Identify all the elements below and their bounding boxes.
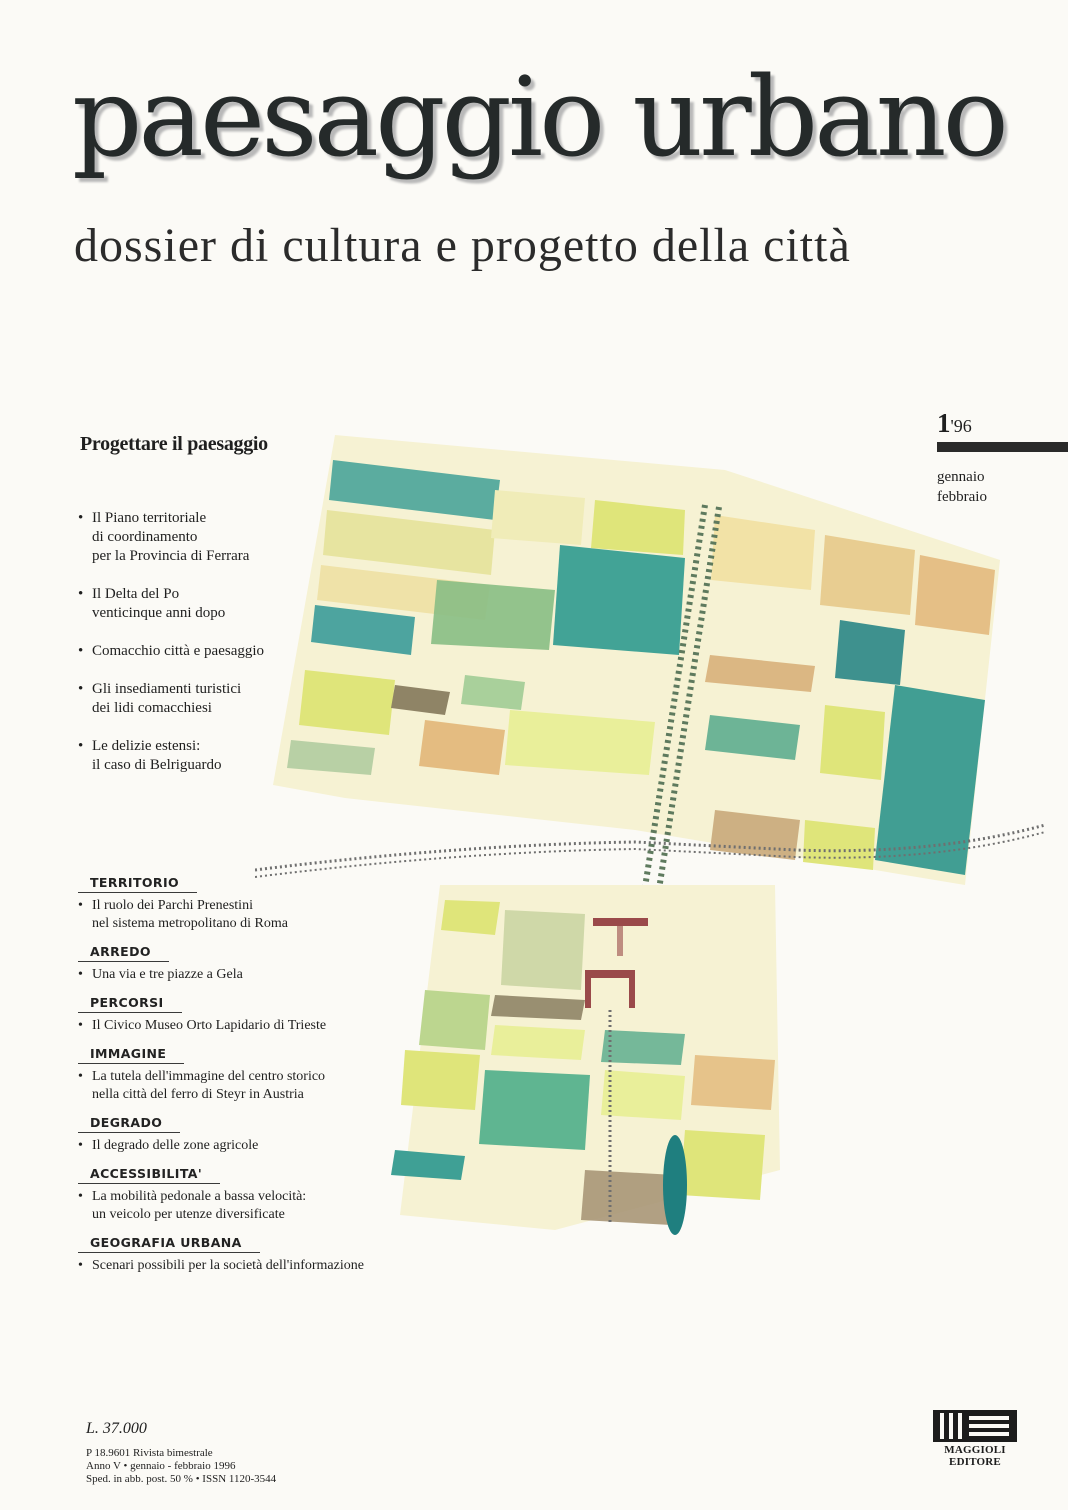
- dossier-item: • Comacchio città e paesaggio: [78, 642, 318, 661]
- dossier-item: • Gli insediamenti turistici dei lidi comacchiesi: [78, 680, 318, 718]
- section-item: • Il ruolo dei Parchi Prenestini nel sistema metropolitano di Roma: [78, 897, 408, 933]
- section-item: • Una via e tre piazze a Gela: [78, 966, 408, 984]
- section-title: PERCORSI: [78, 995, 182, 1013]
- masthead-subtitle: dossier di cultura e progetto della città: [74, 219, 851, 272]
- lower-field-block: [391, 885, 780, 1235]
- section-title: ARREDO: [78, 944, 169, 962]
- section-item: • Scenari possibili per la società dell'informazione: [78, 1257, 408, 1275]
- section-title: DEGRADO: [78, 1115, 180, 1133]
- issue-month: gennaio: [937, 469, 985, 485]
- section-title: TERRITORIO: [78, 875, 197, 893]
- upper-field-block: [273, 435, 1000, 885]
- section-item: • La mobilità pedonale a bassa velocità: un veicolo per utenze diversificate: [78, 1188, 408, 1224]
- issue-month: febbraio: [937, 489, 987, 505]
- maggioli-logo-icon: [933, 1410, 1017, 1442]
- imprint: [86, 1447, 276, 1486]
- imprint-line: Sped. in abb. post. 50 % • ISSN 1120-3544: [86, 1473, 277, 1485]
- dossier-item: • Il Delta del Po venticinque anni dopo: [78, 585, 318, 623]
- dossier-item: • Il Piano territoriale di coordinamento per la Provincia di Ferrara: [78, 509, 318, 566]
- issue-year: '96: [950, 416, 972, 436]
- section-item: • La tutela dell'immagine del centro storico nella città del ferro di Steyr in Austria: [78, 1068, 408, 1104]
- masthead-title: paesaggio urbano: [72, 53, 1005, 181]
- publisher-name: MAGGIOLI EDITORE: [944, 1444, 1006, 1468]
- field-plan-illustration: [255, 430, 1045, 1260]
- dossier-heading: Progettare il paesaggio: [80, 433, 268, 455]
- imprint-line: P 18.9601 Rivista bimestrale: [86, 1447, 213, 1459]
- imprint-line: Anno V • gennaio - febbraio 1996: [86, 1460, 236, 1472]
- section-title: ACCESSIBILITA': [78, 1166, 220, 1184]
- section-item: • Il degrado delle zone agricole: [78, 1137, 408, 1155]
- dossier-item: • Le delizie estensi: il caso di Belriguardo: [78, 737, 318, 775]
- section-item: • Il Civico Museo Orto Lapidario di Trieste: [78, 1017, 408, 1035]
- section-title: GEOGRAFIA URBANA: [78, 1235, 260, 1253]
- issue-number-value: 1: [937, 408, 951, 438]
- publisher-logo: [933, 1410, 1017, 1468]
- cover-price: L. 37.000: [86, 1420, 147, 1437]
- section-title: IMMAGINE: [78, 1046, 184, 1064]
